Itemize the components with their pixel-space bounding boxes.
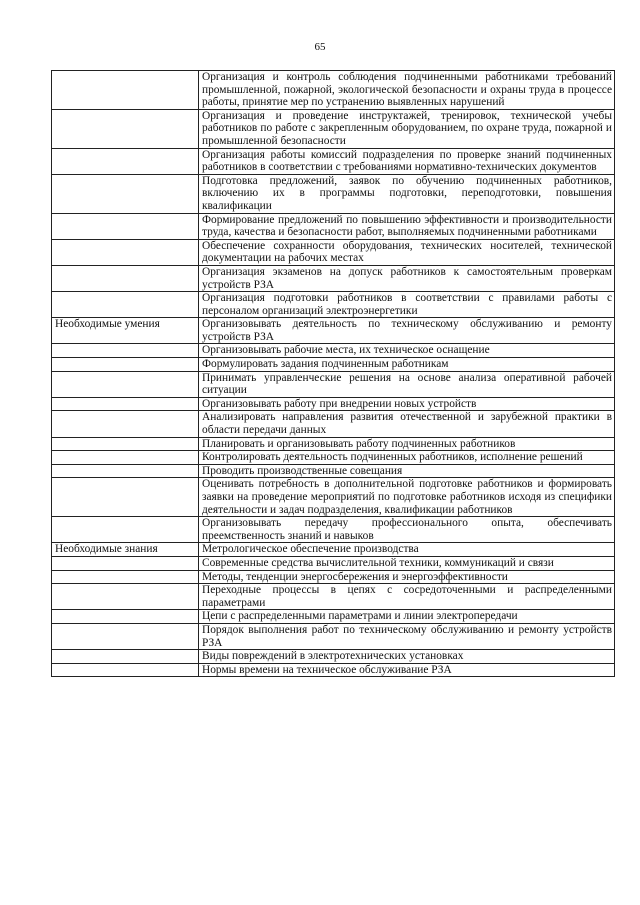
knowledge-item: Цепи с распределенными параметрами и линии электропередачи bbox=[199, 610, 615, 624]
labor-action-item: Формирование предложений по повышению эффективности и производительности труда, качества и безопасности работ, выполняемых подчиненными работниками bbox=[199, 213, 615, 239]
table-row bbox=[52, 623, 615, 649]
knowledge-item: Нормы времени на техническое обслуживание РЗА bbox=[199, 663, 615, 677]
section-label-knowledge: Необходимые знания bbox=[52, 543, 199, 557]
table-row bbox=[52, 344, 615, 358]
table-row bbox=[52, 650, 615, 664]
table-row bbox=[52, 543, 615, 557]
table-row bbox=[52, 478, 615, 517]
page-number: 65 bbox=[314, 41, 326, 53]
labor-action-item: Организация подготовки работников в соответствии с правилами работы с персоналом организаций электроэнергетики bbox=[199, 292, 615, 318]
skill-item: Оценивать потребность в дополнительной подготовке работников и формировать заявки на проведение мероприятий по подготовке работников исходя из специфики деятельности и задач подразделения, квалификации работников bbox=[199, 478, 615, 517]
table-row bbox=[52, 239, 615, 265]
labor-action-item: Обеспечение сохранности оборудования, технических носителей, технической документации на рабочих местах bbox=[199, 239, 615, 265]
table-row bbox=[52, 265, 615, 291]
table-row bbox=[52, 318, 615, 344]
table-row bbox=[52, 451, 615, 465]
table-row bbox=[52, 411, 615, 437]
skill-item: Планировать и организовывать работу подчиненных работников bbox=[199, 437, 615, 451]
section-label bbox=[52, 71, 199, 110]
table-row bbox=[52, 109, 615, 148]
skill-item: Анализировать направления развития отечественной и зарубежной практики в области передачи данных bbox=[199, 411, 615, 437]
knowledge-item: Методы, тенденции энергосбережения и энергоэффективности bbox=[199, 570, 615, 584]
labor-action-item: Организация и проведение инструктажей, тренировок, технической учебы работников по работе с закрепленным оборудованием, по охране труда, пожарной и промышленной безопасности bbox=[199, 109, 615, 148]
table-row bbox=[52, 213, 615, 239]
table-row bbox=[52, 174, 615, 213]
knowledge-item: Виды повреждений в электротехнических установках bbox=[199, 650, 615, 664]
table-row bbox=[52, 292, 615, 318]
skill-item: Организовывать передачу профессионального опыта, обеспечивать преемственность знаний и навыков bbox=[199, 517, 615, 543]
table-row bbox=[52, 663, 615, 677]
table-row bbox=[52, 464, 615, 478]
table-row bbox=[52, 371, 615, 397]
skill-item: Проводить производственные совещания bbox=[199, 464, 615, 478]
competency-table bbox=[51, 70, 615, 677]
skill-item: Контролировать деятельность подчиненных работников, исполнение решений bbox=[199, 451, 615, 465]
knowledge-item: Порядок выполнения работ по техническому обслуживанию и ремонту устройств РЗА bbox=[199, 623, 615, 649]
table-row bbox=[52, 437, 615, 451]
skill-item: Организовывать деятельность по техническому обслуживанию и ремонту устройств РЗА bbox=[199, 318, 615, 344]
labor-action-item: Организация работы комиссий подразделения по проверке знаний подчиненных работников в соответствии с требованиями нормативно-технических документов bbox=[199, 148, 615, 174]
knowledge-item: Метрологическое обеспечение производства bbox=[199, 543, 615, 557]
labor-action-item: Организация экзаменов на допуск работников к самостоятельным проверкам устройств РЗА bbox=[199, 265, 615, 291]
table-row bbox=[52, 71, 615, 110]
knowledge-item: Современные средства вычислительной техники, коммуникаций и связи bbox=[199, 556, 615, 570]
skill-item: Организовывать рабочие места, их техническое оснащение bbox=[199, 344, 615, 358]
knowledge-item: Переходные процессы в цепях с сосредоточенными и распределенными параметрами bbox=[199, 584, 615, 610]
section-label-skills: Необходимые умения bbox=[52, 318, 199, 344]
table-row bbox=[52, 517, 615, 543]
labor-action-item: Организация и контроль соблюдения подчиненными работниками требований промышленной, пожарной, экологической безопасности и охраны труда в процессе работы, принятие мер по устранению выявленных нарушений bbox=[199, 71, 615, 110]
table-row bbox=[52, 358, 615, 372]
labor-action-item: Подготовка предложений, заявок по обучению подчиненных работников, включению их в программы подготовки, переподготовки, повышения квалификации bbox=[199, 174, 615, 213]
table-row bbox=[52, 610, 615, 624]
table-row bbox=[52, 397, 615, 411]
table-row bbox=[52, 570, 615, 584]
skill-item: Организовывать работу при внедрении новых устройств bbox=[199, 397, 615, 411]
table-row bbox=[52, 556, 615, 570]
table-row bbox=[52, 584, 615, 610]
skill-item: Принимать управленческие решения на основе анализа оперативной рабочей ситуации bbox=[199, 371, 615, 397]
skill-item: Формулировать задания подчиненным работникам bbox=[199, 358, 615, 372]
table-row bbox=[52, 148, 615, 174]
